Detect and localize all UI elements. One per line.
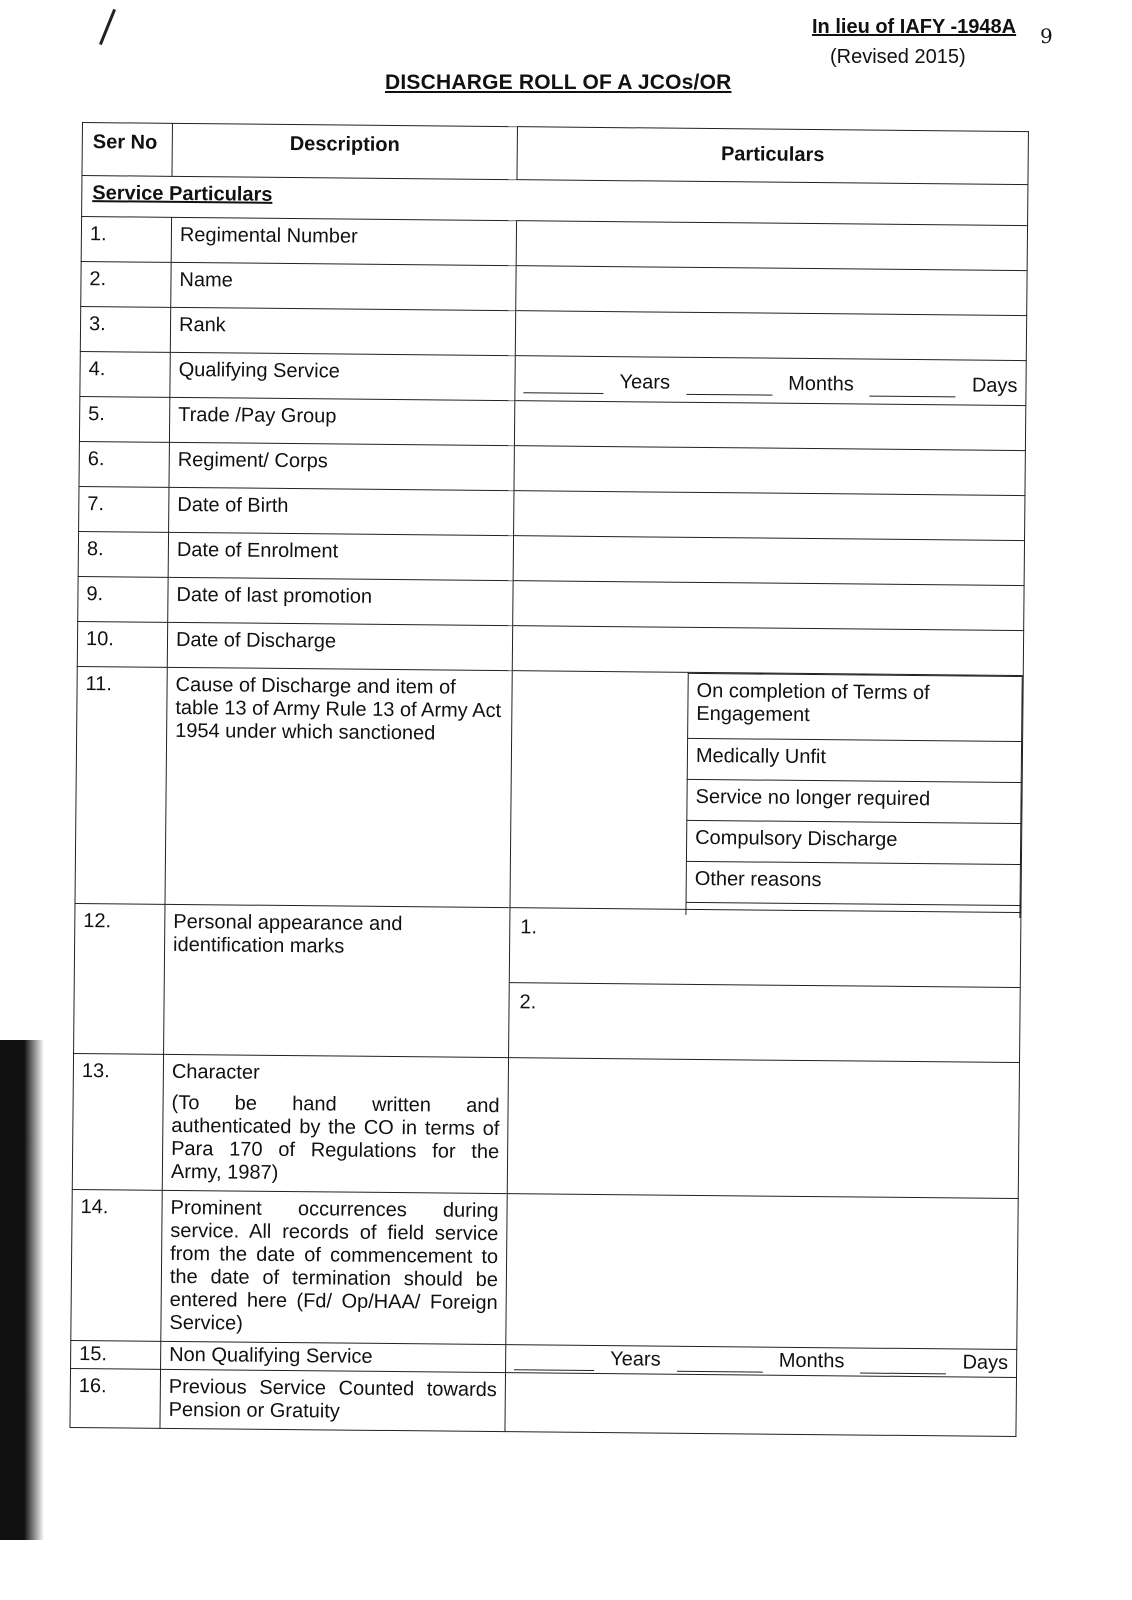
character-field[interactable] — [507, 1058, 1019, 1199]
years-label: Years — [610, 1348, 661, 1371]
cause-grid — [510, 671, 1022, 912]
rank-field[interactable] — [515, 311, 1026, 361]
cause-item-field[interactable] — [510, 671, 687, 909]
col-description: Description — [172, 123, 517, 179]
row-number: 13. — [72, 1053, 163, 1190]
duration-line — [523, 362, 1017, 398]
character-description — [162, 1054, 508, 1193]
discharge-table — [69, 122, 1028, 1437]
days-label: Days — [971, 374, 1018, 397]
cause-option-completion[interactable]: On completion of Terms of Engagement — [688, 673, 1023, 741]
trade-pay-group-field[interactable] — [514, 401, 1025, 451]
row-description: Rank — [170, 307, 515, 355]
table-row — [74, 903, 1021, 1062]
duration-line — [514, 1345, 1008, 1375]
row-number: 4. — [80, 351, 170, 397]
cause-option-medically-unfit[interactable]: Medically Unfit — [687, 738, 1021, 782]
date-of-birth-field[interactable] — [514, 491, 1025, 541]
form-title: DISCHARGE ROLL OF A JCOs/OR — [385, 71, 732, 94]
row-number: 16. — [70, 1368, 161, 1428]
discharge-form — [69, 122, 1027, 1437]
table-header-row — [82, 123, 1028, 185]
row-description: Personal appearance and identification marks — [164, 904, 510, 1057]
row-description: Regimental Number — [171, 217, 516, 265]
months-blank[interactable] — [677, 1353, 763, 1373]
identification-mark-2[interactable] — [509, 983, 1020, 1062]
date-of-last-promotion-field[interactable] — [513, 581, 1024, 631]
row-description: Regiment/ Corps — [169, 442, 514, 490]
mark-number: 1. — [520, 916, 538, 939]
row-number: 14. — [71, 1189, 162, 1341]
row-description: Qualifying Service — [170, 352, 515, 400]
row-description: Date of Discharge — [167, 622, 512, 670]
months-label: Months — [788, 372, 854, 396]
prominent-occurrences-field[interactable] — [506, 1194, 1018, 1350]
row-number: 8. — [78, 531, 168, 577]
qualifying-service-field[interactable] — [515, 356, 1026, 406]
pen-mark — [99, 9, 116, 45]
identification-mark-1[interactable] — [510, 908, 1021, 988]
cause-options-table — [685, 673, 1022, 918]
section-heading: Service Particulars — [82, 176, 1028, 226]
date-of-enrolment-field[interactable] — [513, 536, 1024, 586]
row-description: Previous Service Counted towards Pension or Gratuity — [160, 1369, 506, 1431]
row-number: 1. — [81, 217, 171, 263]
row-description: Date of last promotion — [168, 577, 513, 625]
row-description: Prominent occurrences during service. All records of field service from the date of commencement to the date of termination should be entered here (Fd/ Op/HAA/ Foreign Service) — [161, 1190, 507, 1344]
table-row — [75, 666, 1023, 912]
row-description: Trade /Pay Group — [169, 397, 514, 445]
cause-option-service-not-required[interactable]: Service no longer required — [687, 779, 1021, 823]
date-of-discharge-field[interactable] — [512, 626, 1023, 676]
row-number: 15. — [71, 1340, 161, 1369]
row-number: 2. — [81, 261, 171, 307]
row-number: 11. — [75, 666, 167, 904]
row-number: 12. — [74, 903, 165, 1054]
row-number: 7. — [79, 486, 169, 532]
cause-options — [685, 673, 1022, 912]
days-blank[interactable] — [870, 378, 956, 398]
days-label: Days — [962, 1351, 1009, 1374]
col-ser-no: Ser No — [82, 123, 173, 177]
row-number: 5. — [79, 396, 169, 442]
months-label: Months — [778, 1349, 845, 1373]
handwritten-mark: 9 — [1040, 24, 1053, 48]
row-number: 6. — [79, 441, 169, 487]
row-description: Date of Birth — [169, 487, 514, 535]
cause-of-discharge-cell — [510, 671, 1023, 913]
row-description: Character — [171, 1060, 260, 1084]
regiment-corps-field[interactable] — [514, 446, 1025, 496]
days-blank[interactable] — [860, 1355, 946, 1375]
identification-marks-cell — [509, 908, 1021, 1063]
name-field[interactable] — [516, 266, 1027, 316]
row-number: 10. — [77, 621, 167, 667]
previous-service-field[interactable] — [505, 1373, 1017, 1437]
regimental-number-field[interactable] — [516, 221, 1027, 271]
character-note: (To be hand written and authenticated by the CO in terms of Para 170 of Regulations for the Army, 1987) — [170, 1091, 500, 1184]
years-blank[interactable] — [523, 374, 603, 394]
row-number: 9. — [78, 576, 168, 622]
table-row — [72, 1053, 1019, 1198]
row-description: Name — [171, 262, 516, 310]
col-particulars: Particulars — [517, 127, 1028, 185]
cause-option-other[interactable]: Other reasons — [686, 861, 1020, 905]
table-row — [70, 1368, 1017, 1436]
row-description: Non Qualifying Service — [161, 1341, 506, 1372]
scan-edge-shadow — [0, 1040, 44, 1540]
row-number: 3. — [80, 306, 170, 352]
form-revision: (Revised 2015) — [830, 46, 966, 68]
row-description: Date of Enrolment — [168, 532, 513, 580]
months-blank[interactable] — [686, 376, 772, 396]
mark-number: 2. — [519, 991, 537, 1014]
years-label: Years — [619, 371, 671, 394]
years-blank[interactable] — [514, 1351, 594, 1371]
form-reference: In lieu of IAFY -1948A — [812, 16, 1017, 38]
row-description: Cause of Discharge and item of table 13 of Army Rule 13 of Army Act 1954 under which sanctioned — [165, 667, 512, 907]
table-row — [71, 1189, 1018, 1349]
cause-option-compulsory[interactable]: Compulsory Discharge — [686, 820, 1020, 864]
